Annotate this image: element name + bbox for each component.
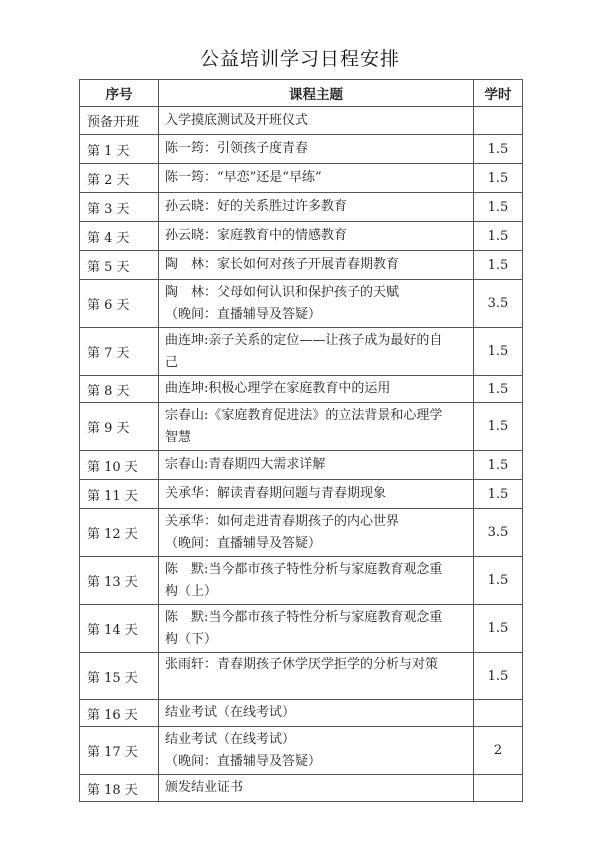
row-topic: [159, 480, 474, 509]
row-hours: [474, 403, 523, 451]
row-day: 第 15 天: [80, 653, 159, 700]
table-row: [80, 376, 523, 403]
hours-value: 1.5: [487, 257, 509, 273]
topic-line: 陶 林：父母如何认识和保护孩子的天赋: [165, 284, 400, 300]
row-hours: [474, 107, 523, 135]
hours-value: 1.5: [487, 141, 509, 157]
row-topic: [159, 653, 474, 700]
row-day: 第 14 天: [80, 605, 159, 653]
row-topic: [159, 376, 474, 403]
hours-value: 3.5: [487, 296, 509, 311]
topic-line: 陈 默:当今都市孩子特性分析与家庭教育观念重: [165, 609, 443, 625]
row-day: 第 9 天: [80, 403, 159, 451]
row-hours: [474, 480, 523, 509]
row-day: 第 8 天: [80, 376, 159, 403]
topic-line: 己: [165, 354, 179, 370]
table-row: [80, 509, 523, 557]
topic-line: 智慧: [165, 429, 192, 445]
header-topic: 课程主题: [159, 80, 474, 107]
topic-line: 陈 默:当今都市孩子特性分析与家庭教育观念重: [165, 561, 443, 577]
row-hours: [474, 328, 523, 376]
row-hours: [474, 700, 523, 727]
schedule-body: [80, 107, 523, 802]
hours-value: 1.5: [487, 228, 509, 244]
table-row: [80, 653, 523, 700]
row-topic: [159, 451, 474, 480]
row-topic: [159, 251, 474, 280]
row-topic: [159, 775, 474, 802]
topic-line: 构（下）: [165, 631, 218, 647]
topic-line: 宗春山:《家庭教育促进法》的立法背景和心理学: [165, 407, 443, 423]
header-number: 序号: [80, 80, 159, 107]
hours-value: 1.5: [487, 486, 509, 502]
row-topic: [159, 135, 474, 164]
row-day: 第 2 天: [80, 164, 159, 193]
row-day: 第 13 天: [80, 557, 159, 605]
hours-value: 1.5: [487, 170, 509, 186]
row-hours: [474, 557, 523, 605]
row-topic: [159, 727, 474, 775]
topic-line: （晚间：直播辅导及答疑）: [165, 306, 322, 322]
row-topic: [159, 403, 474, 451]
row-day: 第 7 天: [80, 328, 159, 376]
topic-line: 孙云晓：家庭教育中的情感教育: [165, 228, 348, 243]
hours-value: 2: [493, 743, 503, 758]
topic-line: 陈一筠：“早恋”还是“早练”: [165, 170, 322, 185]
topic-line: 曲连坤:亲子关系的定位——让孩子成为最好的自: [165, 332, 443, 348]
row-topic: [159, 509, 474, 557]
row-topic: [159, 328, 474, 376]
schedule-table: [79, 79, 523, 802]
row-day: 第 6 天: [80, 280, 159, 328]
row-hours: [474, 135, 523, 164]
row-day: 第 1 天: [80, 135, 159, 164]
hours-value: 1.5: [487, 621, 509, 636]
topic-line: （晚间：直播辅导及答疑）: [165, 753, 322, 769]
hours-value: 1.5: [487, 668, 509, 684]
row-topic: [159, 193, 474, 222]
topic-line: 宗春山:青春期四大需求详解: [165, 457, 326, 472]
row-hours: [474, 605, 523, 653]
row-day: 第 11 天: [80, 480, 159, 509]
row-day: 第 4 天: [80, 222, 159, 251]
row-day: 第 17 天: [80, 727, 159, 775]
topic-line: 张雨轩：青春期孩子休学厌学拒学的分析与对策: [165, 657, 439, 672]
row-day: 第 16 天: [80, 700, 159, 727]
row-hours: [474, 376, 523, 403]
topic-line: 关承华：解读青春期问题与青春期现象: [165, 486, 387, 501]
row-topic: [159, 605, 474, 653]
table-row: [80, 135, 523, 164]
table-row: [80, 605, 523, 653]
topic-line: 入学摸底测试及开班仪式: [165, 112, 309, 128]
topic-line: 结业考试（在线考试）: [165, 731, 296, 747]
row-hours: [474, 222, 523, 251]
table-row: [80, 328, 523, 376]
row-topic: [159, 700, 474, 727]
row-day: 预备开班: [80, 107, 159, 135]
row-hours: [474, 164, 523, 193]
topic-line: 曲连坤:积极心理学在家庭教育中的运用: [165, 381, 391, 396]
hours-value: 1.5: [487, 419, 509, 434]
topic-line: 构（上）: [165, 583, 218, 599]
row-hours: [474, 509, 523, 557]
table-row: [80, 222, 523, 251]
hours-value: 1.5: [487, 573, 509, 588]
hours-value: 1.5: [487, 457, 509, 473]
page-title: 公益培训学习日程安排: [199, 48, 400, 70]
row-hours: [474, 251, 523, 280]
table-row: [80, 451, 523, 480]
row-topic: [159, 164, 474, 193]
table-row: [80, 403, 523, 451]
table-row: [80, 480, 523, 509]
row-hours: [474, 775, 523, 802]
hours-value: 1.5: [487, 199, 509, 215]
table-row: [80, 557, 523, 605]
table-row: [80, 727, 523, 775]
table-row: [80, 193, 523, 222]
row-topic: [159, 107, 474, 135]
topic-line: 结业考试（在线考试）: [165, 705, 296, 720]
hours-value: 1.5: [487, 381, 509, 397]
row-day: 第 3 天: [80, 193, 159, 222]
topic-line: 颁发结业证书: [165, 780, 244, 795]
table-row: [80, 700, 523, 727]
table-row: [80, 164, 523, 193]
table-row: [80, 251, 523, 280]
topic-line: [165, 676, 469, 698]
table-row: [80, 280, 523, 328]
table-row: [80, 107, 523, 135]
topic-line: 孙云晓：好的关系胜过许多教育: [165, 199, 348, 214]
row-day: 第 12 天: [80, 509, 159, 557]
row-hours: [474, 451, 523, 480]
topic-line: （晚间：直播辅导及答疑）: [165, 535, 322, 551]
topic-line: 关承华：如何走进青春期孩子的内心世界: [165, 513, 400, 529]
topic-line: 陶 林：家长如何对孩子开展青春期教育: [165, 257, 400, 272]
row-hours: [474, 727, 523, 775]
row-topic: [159, 280, 474, 328]
hours-value: 1.5: [487, 344, 509, 359]
row-hours: [474, 653, 523, 700]
table-row: [80, 775, 523, 802]
row-day: 第 10 天: [80, 451, 159, 480]
row-topic: [159, 222, 474, 251]
row-day: 第 5 天: [80, 251, 159, 280]
hours-value: 3.5: [487, 525, 509, 540]
row-hours: [474, 193, 523, 222]
row-hours: [474, 280, 523, 328]
header-hours: 学时: [474, 80, 523, 107]
row-topic: [159, 557, 474, 605]
row-day: 第 18 天: [80, 775, 159, 802]
topic-line: 陈一筠：引领孩子度青春: [165, 141, 309, 156]
table-header-row: [80, 80, 523, 107]
